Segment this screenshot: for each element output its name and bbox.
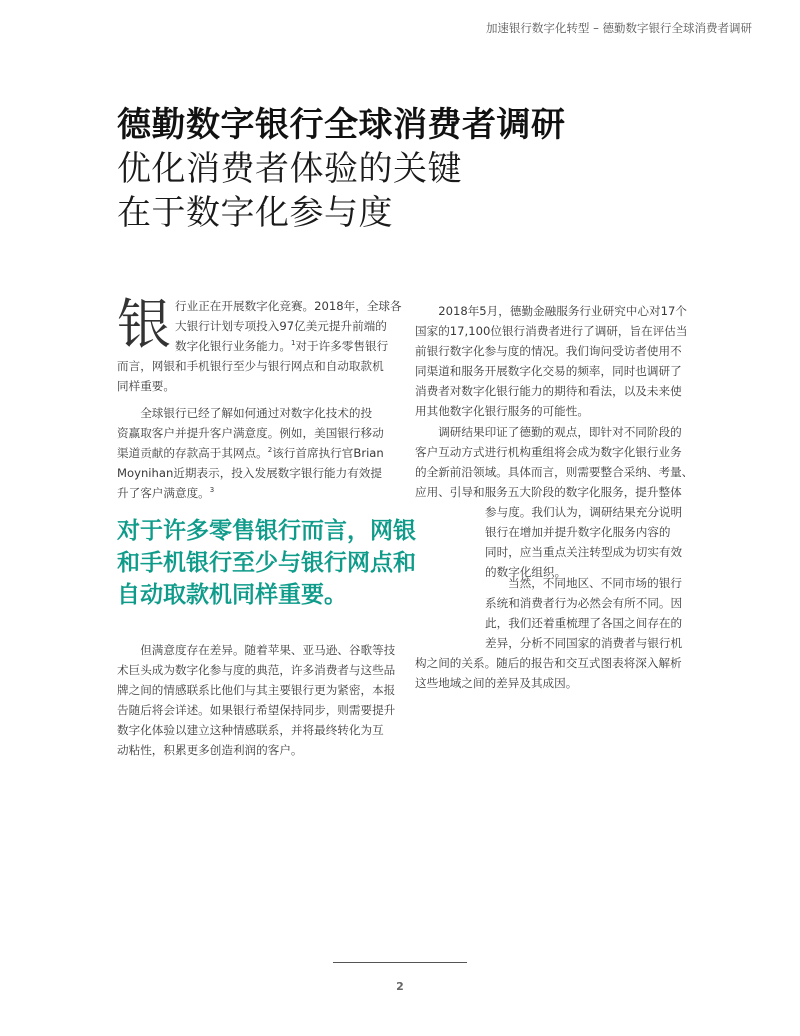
title-block [117,103,566,235]
text-line: 大银行计划专项投入97亿美元提升前端的 [175,319,387,333]
text-line: 数字化体验以建立这种情感联系，并将最终转化为互 [117,723,384,737]
text-line: 同时，应当重点关注转型成为切实有效 [485,545,683,559]
text-line: 用其他数字化银行服务的可能性。 [415,404,589,418]
running-header: 加速银行数字化转型 – 德勤数字银行全球消费者调研 [485,21,752,35]
footnote-marker: 2 [267,446,273,455]
left-paragraph-2 [117,403,382,503]
text-line: 2018年5月，德勤金融服务行业研究中心对17个 [438,304,687,318]
right-paragraph-1 [415,301,688,421]
page-number: 2 [396,980,404,993]
text-line: 同渠道和服务开展数字化交易的频率，同时也调研了 [415,364,682,378]
text-line: 术巨头成为数字化参与度的典范，许多消费者与这些品 [117,663,396,677]
text-line: 动粘性，积累更多创造利润的客户。 [117,743,303,757]
text-line: 的数字化组织。 [485,565,567,579]
text-line: 此，我们还着重梳理了各国之间存在的 [485,616,683,630]
text-line: 该行首席执行官Brian [272,446,384,460]
text-line: 同样重要。 [117,379,175,393]
text-line: 全球银行已经了解如何通过对数字化技术的投 [140,406,373,420]
pull-quote-line: 对于许多零售银行而言，网银 [117,518,416,544]
left-paragraph-1 [117,293,402,396]
text-line: 系统和消费者行为必然会有所不同。因 [485,596,683,610]
text-line: 参与度。我们认为，调研结果充分说明 [485,505,683,519]
text-line: 这些地域之间的差异及其成因。 [415,676,578,690]
pull-quote-line: 自动取款机同样重要。 [117,582,347,608]
text-line: 告随后将会详述。如果银行希望保持同步，则需要提升 [117,703,396,717]
text-line: 消费者对数字化银行能力的期待和看法，以及未来使 [415,384,682,398]
text-line: 银行在增加并提升数字化服务内容的 [485,525,671,539]
right-paragraph-2 [415,422,694,582]
text-line: 客户互动方式进行机构重组将会成为数字化银行业务 [415,445,682,459]
text-line: 数字化银行业务能力。 [175,339,291,353]
text-line: 调研结果印证了德勤的观点，即针对不同阶段的 [438,425,682,439]
pull-quote [117,515,462,611]
drop-cap: 银 [117,293,171,356]
text-line: 资赢取客户并提升客户满意度。例如，美国银行移动 [117,426,384,440]
text-line: 而言，网银和手机银行至少与银行网点和自动取款机 [117,359,384,373]
text-line: 差异，分析不同国家的消费者与银行机 [485,636,683,650]
footnote-marker: 1 [290,339,296,348]
text-line: 但满意度存在差异。随着苹果、亚马逊、谷歌等技 [140,643,396,657]
text-line: 当然，不同地区、不同市场的银行 [508,576,682,590]
text-line: 对于许多零售银行 [295,339,389,353]
page-title: 德勤数字银行全球消费者调研 [117,105,566,145]
text-line: 行业正在开展数字化竞赛。2018年，全球各 [175,299,402,313]
page-subtitle-line-1: 优化消费者体验的关键 [117,149,462,189]
page-subtitle-line-2: 在于数字化参与度 [117,193,393,233]
text-line: 升了客户满意度。 [117,486,210,500]
text-line: 构之间的关系。随后的报告和交互式图表将深入解析 [415,656,682,670]
text-line: Moynihan近期表示，投入发展数字银行能力有效提 [117,466,383,480]
text-line: 牌之间的情感联系比他们与其主要银行更为紧密，本报 [117,683,396,697]
text-line: 渠道贡献的存款高于其网点。 [117,446,268,460]
right-paragraph-3 [415,573,685,693]
left-paragraph-3 [117,640,396,760]
text-line: 的全新前沿领域。具体而言，则需要整合采纳、考量、 [415,465,694,479]
text-line: 前银行数字化参与度的情况。我们询问受访者使用不 [415,344,682,358]
text-line: 国家的17,100位银行消费者进行了调研，旨在评估当 [415,324,688,338]
text-line: 应用、引导和服务五大阶段的数字化服务，提升整体 [415,485,682,499]
pull-quote-line: 和手机银行至少与银行网点和 [117,550,416,576]
footer-divider [333,962,467,963]
footnote-marker: 3 [209,486,215,495]
